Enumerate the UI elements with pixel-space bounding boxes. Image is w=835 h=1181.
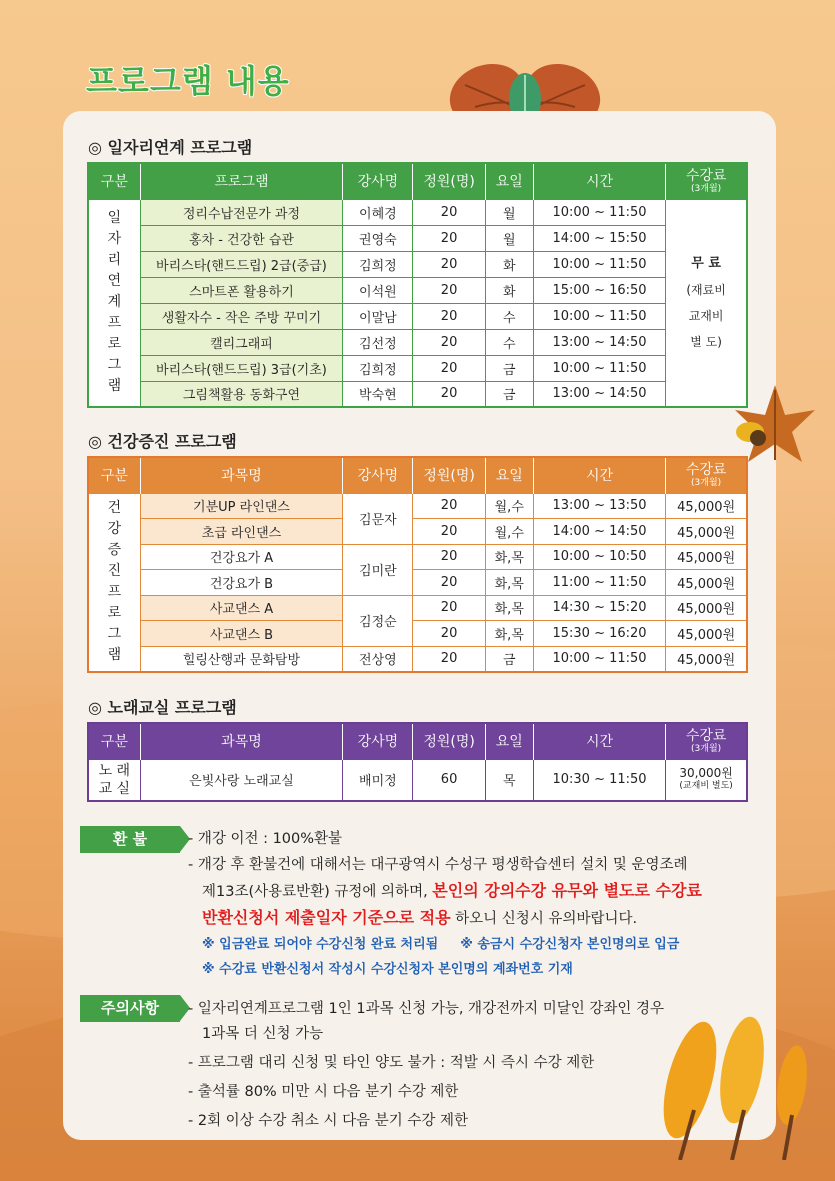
teacher-cell: 이혜경	[343, 199, 413, 225]
table-row	[88, 759, 747, 801]
fee-cell: 45,000원	[666, 493, 747, 519]
program-cell: 생활자수 - 작은 주방 꾸미기	[140, 303, 343, 329]
table-row	[88, 225, 747, 251]
subject-cell: 은빛사랑 노래교실	[140, 759, 343, 801]
refund-note: ※ 수강료 반환신청서 작성시 수강신청자 본인명의 계좌번호 기재	[202, 962, 573, 977]
caution-label: 주의사항	[80, 995, 180, 1022]
program-cell: 스마트폰 활용하기	[140, 277, 343, 303]
refund-line: - 개강 이전 : 100%환불	[188, 831, 343, 847]
header-time: 시간	[533, 457, 665, 493]
subject-cell: 사교댄스 B	[140, 621, 343, 647]
caution-line: - 2회 이상 수강 취소 시 다음 분기 수강 제한	[188, 1113, 469, 1129]
song-program-table	[87, 722, 748, 802]
table-row	[88, 355, 747, 381]
capacity-cell: 20	[413, 493, 485, 519]
time-cell: 11:00 ~ 11:50	[533, 570, 665, 596]
teacher-cell: 박숙현	[343, 381, 413, 407]
header-capacity: 정원(명)	[413, 457, 485, 493]
table-row	[88, 329, 747, 355]
capacity-cell: 20	[413, 303, 485, 329]
time-cell: 14:00 ~ 15:50	[533, 225, 665, 251]
caution-notes	[188, 995, 664, 1136]
fee-cell: 45,000원	[666, 621, 747, 647]
category-cell: 건 강 증 진 프 로 그 램	[88, 493, 140, 672]
capacity-cell: 20	[413, 355, 485, 381]
table-header-row	[88, 723, 747, 759]
time-cell: 10:00 ~ 10:50	[533, 544, 665, 570]
capacity-cell: 20	[413, 277, 485, 303]
health-program-table	[87, 456, 748, 673]
teacher-cell: 권영숙	[343, 225, 413, 251]
fee-cell: 45,000원	[666, 570, 747, 596]
subject-cell: 사교댄스 A	[140, 595, 343, 621]
capacity-cell: 20	[413, 544, 485, 570]
teacher-cell: 배미정	[343, 759, 413, 801]
header-teacher: 강사명	[343, 723, 413, 759]
table-row	[88, 544, 747, 570]
table-row	[88, 251, 747, 277]
capacity-cell: 20	[413, 381, 485, 407]
table-row	[88, 303, 747, 329]
teacher-cell: 김선정	[343, 329, 413, 355]
refund-note: ※ 입금완료 되어야 수강신청 완료 처리됨 ※ 송금시 수강신청자 본인명의로 입금	[202, 937, 680, 952]
caution-line: - 출석률 80% 미만 시 다음 분기 수강 제한	[188, 1084, 459, 1100]
time-cell: 15:30 ~ 16:20	[533, 621, 665, 647]
day-cell: 수	[485, 303, 533, 329]
time-cell: 10:30 ~ 11:50	[533, 759, 665, 801]
refund-line: 제13조(사용료반환) 규정에 의하며, 본인의 강의수강 유무와 별도로 수강료	[202, 881, 702, 900]
header-day: 요일	[485, 163, 533, 199]
refund-label: 환 불	[80, 826, 180, 853]
header-teacher: 강사명	[343, 457, 413, 493]
time-cell: 10:00 ~ 11:50	[533, 646, 665, 672]
table-header-row	[88, 163, 747, 199]
teacher-cell: 전상영	[343, 646, 413, 672]
program-cell: 캘리그래피	[140, 329, 343, 355]
header-category: 구분	[88, 163, 140, 199]
header-fee: 수강료 (3개월)	[666, 163, 747, 199]
header-day: 요일	[485, 457, 533, 493]
teacher-cell: 이석원	[343, 277, 413, 303]
time-cell: 15:00 ~ 16:50	[533, 277, 665, 303]
header-day: 요일	[485, 723, 533, 759]
time-cell: 10:00 ~ 11:50	[533, 251, 665, 277]
day-cell: 월	[485, 225, 533, 251]
capacity-cell: 20	[413, 646, 485, 672]
capacity-cell: 20	[413, 225, 485, 251]
teacher-cell: 이말남	[343, 303, 413, 329]
day-cell: 수	[485, 329, 533, 355]
header-subject: 과목명	[140, 723, 343, 759]
header-program: 프로그램	[140, 163, 343, 199]
capacity-cell: 20	[413, 570, 485, 596]
day-cell: 화,목	[485, 595, 533, 621]
teacher-cell: 김희정	[343, 251, 413, 277]
time-cell: 10:00 ~ 11:50	[533, 355, 665, 381]
teacher-cell: 김정순	[343, 595, 413, 646]
time-cell: 14:00 ~ 14:50	[533, 519, 665, 545]
header-fee: 수강료 (3개월)	[666, 723, 747, 759]
time-cell: 13:00 ~ 14:50	[533, 381, 665, 407]
table-row	[88, 570, 747, 596]
header-teacher: 강사명	[343, 163, 413, 199]
category-cell: 노 래 교 실	[88, 759, 140, 801]
day-cell: 화,목	[485, 621, 533, 647]
program-cell: 바리스타(핸드드립) 2급(중급)	[140, 251, 343, 277]
subject-cell: 건강요가 B	[140, 570, 343, 596]
subject-cell: 건강요가 A	[140, 544, 343, 570]
capacity-cell: 20	[413, 251, 485, 277]
program-cell: 정리수납전문가 과정	[140, 199, 343, 225]
day-cell: 화,목	[485, 544, 533, 570]
table-header-row	[88, 457, 747, 493]
time-cell: 10:00 ~ 11:50	[533, 199, 665, 225]
fee-cell: 45,000원	[666, 544, 747, 570]
subject-cell: 기분UP 라인댄스	[140, 493, 343, 519]
tree-decoration-icon	[660, 1010, 820, 1160]
table-row	[88, 621, 747, 647]
song-section-title: ◎ 노래교실 프로그램	[88, 698, 237, 717]
capacity-cell: 20	[413, 621, 485, 647]
refund-line: 반환신청서 제출일자 기준으로 적용 하오니 신청시 유의바랍니다.	[202, 908, 638, 927]
capacity-cell: 20	[413, 329, 485, 355]
subject-cell: 초급 라인댄스	[140, 519, 343, 545]
time-cell: 10:00 ~ 11:50	[533, 303, 665, 329]
day-cell: 월	[485, 199, 533, 225]
header-capacity: 정원(명)	[413, 163, 485, 199]
caution-line: - 일자리연계프로그램 1인 1과목 신청 가능, 개강전까지 미달인 강좌인 경우	[188, 1001, 664, 1017]
capacity-cell: 20	[413, 199, 485, 225]
header-subject: 과목명	[140, 457, 343, 493]
job-program-table	[87, 162, 748, 408]
fee-cell: 무 료 (재료비 교재비 별 도)	[666, 199, 747, 407]
day-cell: 금	[485, 646, 533, 672]
subject-cell: 힐링산행과 문화탐방	[140, 646, 343, 672]
table-row	[88, 519, 747, 545]
category-cell: 일 자 리 연 계 프 로 그 램	[88, 199, 140, 407]
table-row	[88, 381, 747, 407]
health-section-title: ◎ 건강증진 프로그램	[88, 432, 237, 451]
teacher-cell: 김문자	[343, 493, 413, 544]
fee-cell: 45,000원	[666, 646, 747, 672]
table-row	[88, 277, 747, 303]
program-cell: 바리스타(핸드드립) 3급(기초)	[140, 355, 343, 381]
teacher-cell: 김미란	[343, 544, 413, 595]
fee-cell: 30,000원 (교재비 별도)	[666, 759, 747, 801]
day-cell: 월,수	[485, 493, 533, 519]
day-cell: 화	[485, 251, 533, 277]
table-row	[88, 493, 747, 519]
fee-cell: 45,000원	[666, 595, 747, 621]
header-category: 구분	[88, 457, 140, 493]
fee-cell: 45,000원	[666, 519, 747, 545]
header-time: 시간	[533, 163, 665, 199]
day-cell: 금	[485, 355, 533, 381]
day-cell: 목	[485, 759, 533, 801]
table-row	[88, 199, 747, 225]
day-cell: 화,목	[485, 570, 533, 596]
caution-line: 1과목 더 신청 가능	[202, 1026, 324, 1042]
teacher-cell: 김희정	[343, 355, 413, 381]
program-cell: 홍차 - 건강한 습관	[140, 225, 343, 251]
caution-line: - 프로그램 대리 신청 및 타인 양도 불가 : 적발 시 즉시 수강 제한	[188, 1055, 595, 1071]
header-category: 구분	[88, 723, 140, 759]
day-cell: 화	[485, 277, 533, 303]
refund-line: - 개강 후 환불건에 대해서는 대구광역시 수성구 평생학습센터 설치 및 운영조례	[188, 857, 688, 873]
page-title: 프로그램 내용	[86, 62, 290, 100]
time-cell: 14:30 ~ 15:20	[533, 595, 665, 621]
header-fee: 수강료 (3개월)	[666, 457, 747, 493]
table-row	[88, 595, 747, 621]
capacity-cell: 60	[413, 759, 485, 801]
capacity-cell: 20	[413, 595, 485, 621]
day-cell: 월,수	[485, 519, 533, 545]
refund-notes	[188, 826, 702, 982]
capacity-cell: 20	[413, 519, 485, 545]
program-cell: 그림책활용 동화구연	[140, 381, 343, 407]
header-time: 시간	[533, 723, 665, 759]
job-section-title: ◎ 일자리연계 프로그램	[88, 138, 253, 157]
table-row	[88, 646, 747, 672]
header-capacity: 정원(명)	[413, 723, 485, 759]
day-cell: 금	[485, 381, 533, 407]
time-cell: 13:00 ~ 13:50	[533, 493, 665, 519]
time-cell: 13:00 ~ 14:50	[533, 329, 665, 355]
